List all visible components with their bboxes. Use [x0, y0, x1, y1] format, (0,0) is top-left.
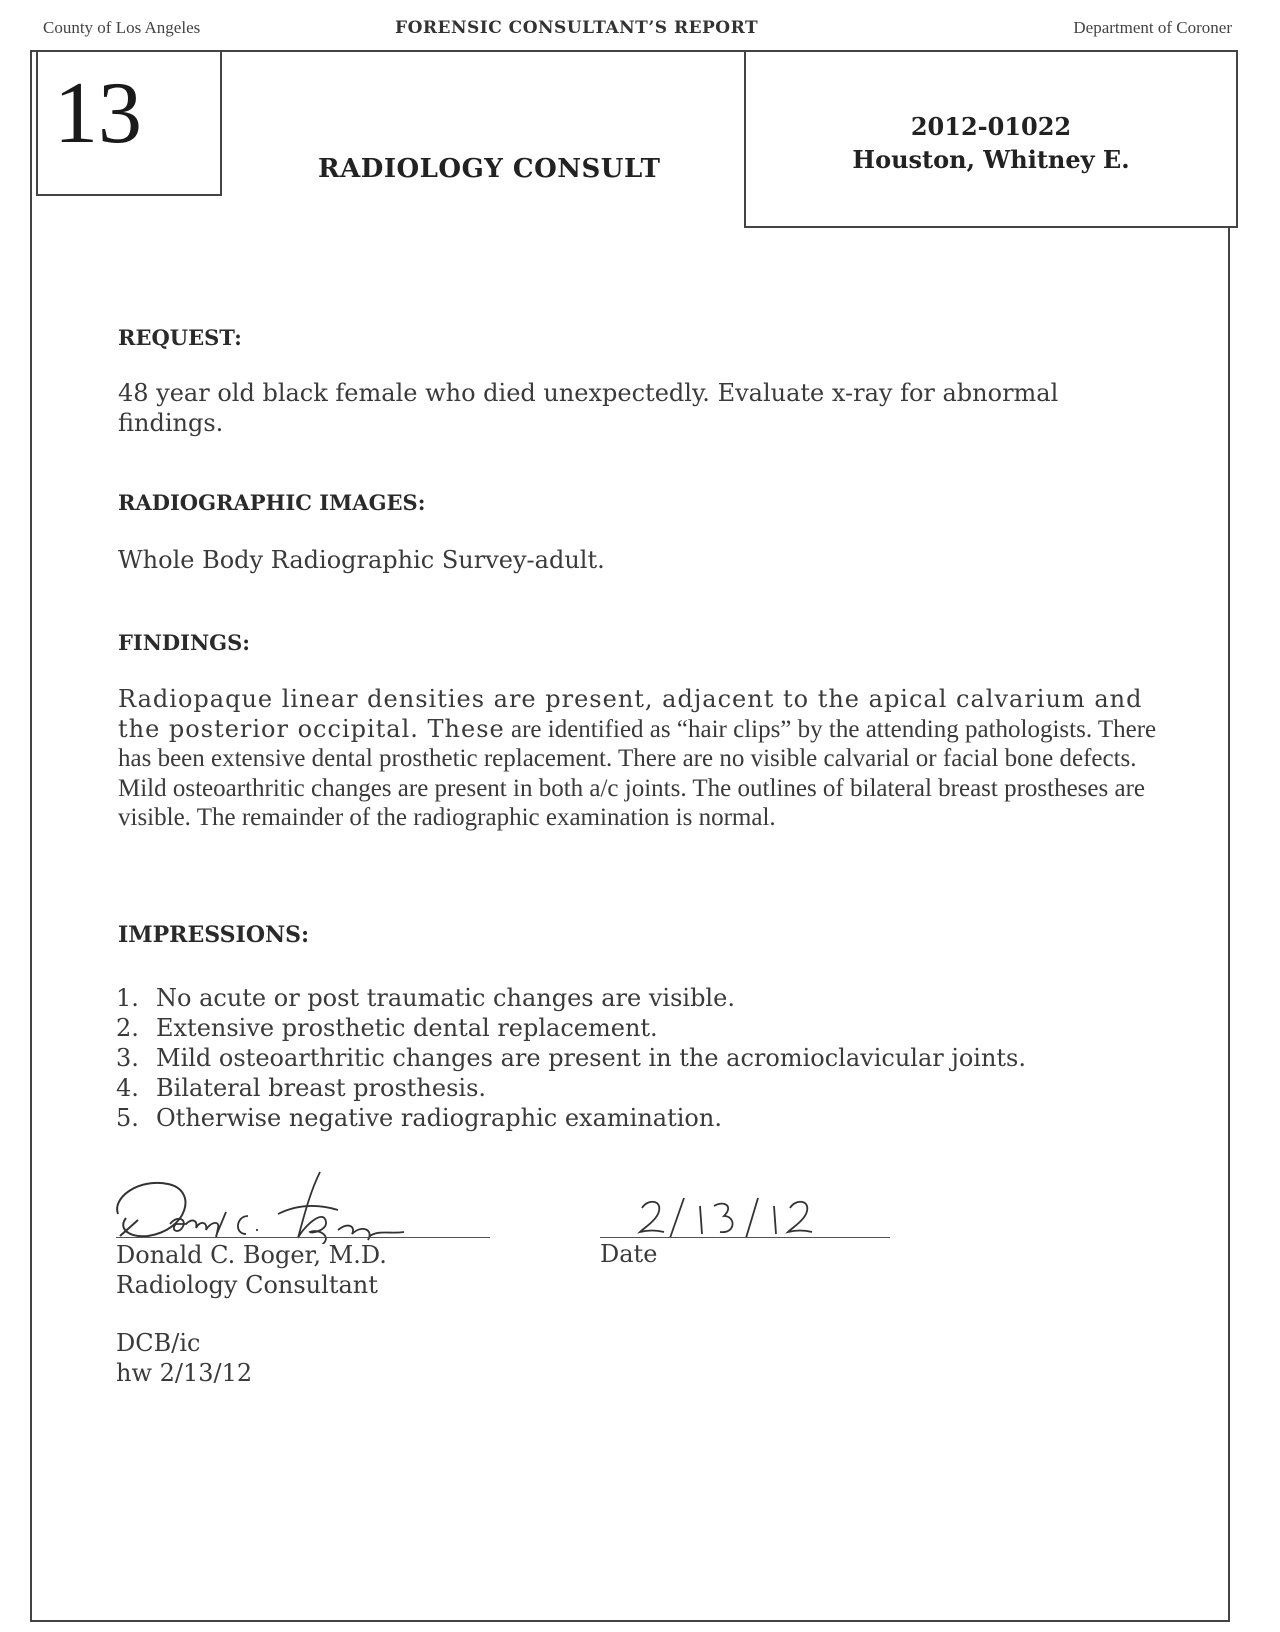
header-county: County of Los Angeles	[43, 18, 201, 37]
findings-text	[118, 685, 1178, 833]
impressions-list	[116, 983, 1026, 1133]
date-label: Date	[600, 1240, 658, 1268]
page-number: 13	[54, 65, 142, 162]
findings-text-rest: are identified as “hair clips” by the attending pathologists. There has been extensive dental prosthetic replacement. There are no visible calvarial or facial bone defects. Mild osteoarthritic changes are present in both a/c joints. The outlines of bilateral breast prostheses are visible. The remainder of the radiographic examination is normal.	[118, 715, 1157, 831]
report-title: RADIOLOGY CONSULT	[318, 154, 661, 184]
case-box	[744, 50, 1238, 228]
impression-item: 1. No acute or post traumatic changes are visible.	[116, 984, 735, 1012]
signature-line	[116, 1237, 490, 1238]
date-handwriting-icon	[620, 1192, 840, 1242]
header-department: Department of Coroner	[1073, 18, 1232, 37]
typist-initials	[116, 1328, 252, 1388]
findings-heading: FINDINGS:	[118, 630, 251, 655]
impressions-heading: IMPRESSIONS:	[118, 922, 310, 948]
request-heading: REQUEST:	[118, 325, 242, 350]
impression-item: 5. Otherwise negative radiographic examination.	[116, 1104, 722, 1132]
signatory-block	[116, 1240, 387, 1300]
decedent-name: Houston, Whitney E.	[852, 145, 1130, 174]
header-report-type: FORENSIC CONSULTANT’S REPORT	[395, 18, 759, 38]
images-text: Whole Body Radiographic Survey-adult.	[118, 546, 605, 574]
request-text: 48 year old black female who died unexpectedly. Evaluate x-ray for abnormal findings.	[118, 379, 1059, 437]
case-number: 2012-01022	[910, 112, 1072, 141]
page-number-box	[36, 50, 222, 196]
date-line	[600, 1237, 890, 1238]
signatory-name: Donald C. Boger, M.D.	[116, 1241, 387, 1269]
signature-handwriting-icon	[108, 1168, 488, 1244]
impression-item: 2. Extensive prosthetic dental replacement.	[116, 1014, 658, 1042]
signatory-role: Radiology Consultant	[116, 1271, 378, 1299]
impression-item: 3. Mild osteoarthritic changes are present in the acromioclavicular joints.	[116, 1044, 1026, 1072]
images-heading: RADIOGRAPHIC IMAGES:	[118, 490, 426, 515]
findings-text-lead: Radiopaque linear densities are present, adjacent to the apical calvarium and the posterior occipital. These	[118, 685, 1143, 743]
impression-item: 4. Bilateral breast prosthesis.	[116, 1074, 487, 1102]
initials-line-1: DCB/ic	[116, 1329, 201, 1357]
initials-line-2: hw 2/13/12	[116, 1359, 253, 1387]
